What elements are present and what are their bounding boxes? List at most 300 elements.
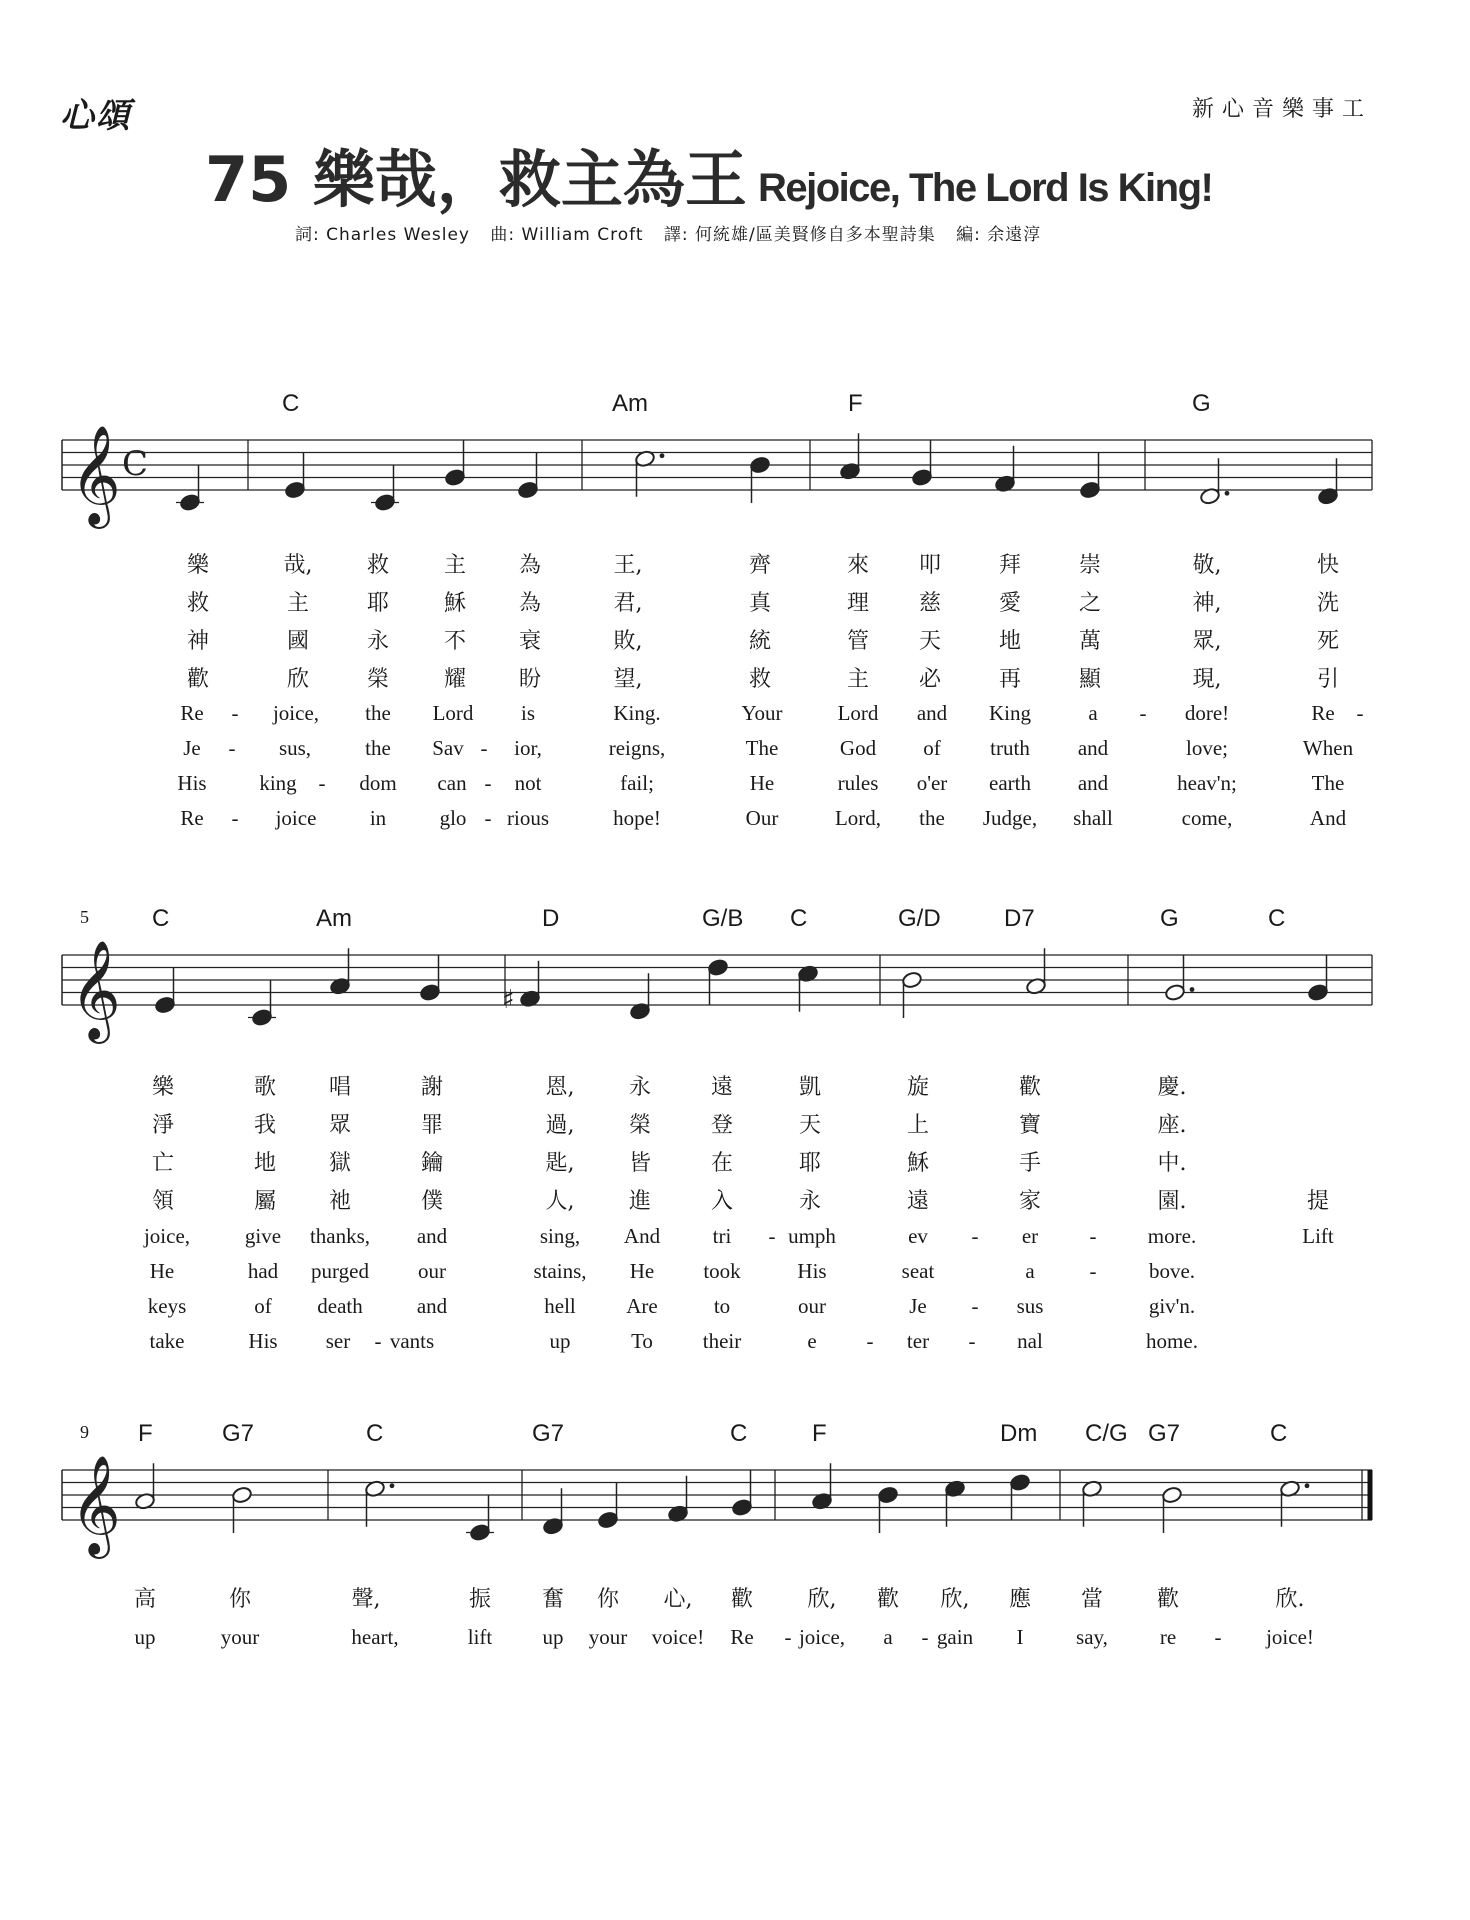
lyric-syllable-english: Lift (1302, 1224, 1334, 1248)
lyric-syllable-english: - (1214, 1625, 1222, 1649)
logo: 心頌 (60, 96, 132, 136)
lyric-syllable-english: hell (544, 1294, 576, 1318)
lyric-syllable-english: and (1077, 736, 1109, 760)
time-signature: C (122, 444, 149, 484)
lyric-syllable-chinese: 死 (1316, 629, 1340, 654)
note (1164, 955, 1194, 1002)
lyric-syllable-chinese: 來 (846, 553, 870, 578)
lyric-syllable-english: joice, (798, 1625, 846, 1649)
lyric-syllable-english: their (702, 1329, 742, 1353)
notehead (901, 971, 922, 989)
lyric-syllable-chinese: 我 (253, 1113, 277, 1138)
lyric-syllable-chinese: 快 (1316, 553, 1340, 578)
lyric-syllable-english: rules (837, 771, 879, 795)
lyric-syllable-chinese: 眾, (1192, 629, 1222, 654)
notehead (444, 468, 465, 486)
lyric-syllable-english: - (866, 1329, 874, 1353)
lyric-syllable-english: and (416, 1224, 448, 1248)
chord-symbol: G7 (222, 1420, 255, 1447)
lyric-syllable-chinese: 振 (468, 1587, 492, 1612)
lyric-syllable-chinese: 座. (1157, 1113, 1187, 1138)
lyric-syllable-english: - (784, 1625, 792, 1649)
lyric-syllable-english: The (745, 736, 779, 760)
lyric-syllable-english: The (1311, 771, 1345, 795)
lyric-syllable-english: thanks, (309, 1224, 371, 1248)
lyric-syllable-english: ev (908, 1224, 928, 1248)
lyric-syllable-chinese: 永 (628, 1075, 652, 1100)
lyric-syllable-chinese: 愛 (998, 591, 1022, 616)
chord-symbol: Dm (1000, 1420, 1038, 1447)
notehead (1079, 481, 1100, 499)
lyric-syllable-chinese: 永 (366, 629, 390, 654)
lyric-syllable-english: His (248, 1329, 278, 1353)
lyric-syllable-chinese: 為 (518, 591, 542, 616)
lyric-syllable-english: give (244, 1224, 282, 1248)
lyric-syllable-chinese: 不 (443, 629, 467, 654)
chord-symbol: G/B (702, 905, 744, 932)
chord-symbol: C (282, 390, 300, 417)
lyric-syllable-chinese: 慈 (918, 591, 942, 616)
notehead (1164, 983, 1185, 1001)
lyric-syllable-chinese: 慶. (1157, 1075, 1187, 1100)
lyric-syllable-english: - (921, 1625, 929, 1649)
lyric-syllable-chinese: 人, (545, 1189, 575, 1214)
treble-clef: 𝄞 (70, 940, 121, 1040)
note (371, 465, 399, 512)
lyric-syllable-chinese: 僕 (420, 1189, 444, 1214)
lyric-syllable-english: our (798, 1294, 826, 1318)
lyric-syllable-english: your (588, 1625, 628, 1649)
lyric-syllable-english: re (1159, 1625, 1177, 1649)
lyric-syllable-english: He (149, 1259, 175, 1283)
chord-symbol: Am (612, 390, 648, 417)
note (444, 440, 465, 487)
chord-symbol: G/D (898, 905, 941, 932)
lyric-syllable-english: - (318, 771, 326, 795)
lyric-syllable-english: And (623, 1224, 661, 1248)
notehead (707, 958, 728, 976)
note (517, 452, 538, 499)
lyric-syllable-chinese: 祂 (328, 1189, 352, 1214)
notehead (1009, 1473, 1030, 1491)
lyric-syllable-chinese: 引 (1316, 667, 1340, 692)
lyric-syllable-english: took (703, 1259, 741, 1283)
chord-symbol: G (1192, 390, 1211, 417)
lyric-syllable-english: in (369, 806, 387, 830)
lyric-syllable-english: say, (1076, 1625, 1108, 1649)
lyric-syllable-english: joice, (143, 1224, 191, 1248)
lyric-syllable-chinese: 歡 (1018, 1075, 1042, 1100)
staff-system (0, 390, 1470, 540)
lyric-syllable-chinese: 凱 (798, 1075, 822, 1100)
lyric-syllable-english: dom (359, 771, 397, 795)
lyric-syllable-chinese: 望, (613, 667, 643, 692)
notehead (749, 456, 770, 474)
lyric-syllable-chinese: 萬 (1078, 629, 1102, 654)
lyric-syllable-chinese: 當 (1080, 1587, 1104, 1612)
lyric-syllable-english: up (542, 1625, 564, 1649)
note (284, 452, 305, 499)
lyric-syllable-chinese: 登 (710, 1113, 734, 1138)
lyric-syllable-english: - (1139, 701, 1147, 725)
chord-symbol: F (848, 390, 863, 417)
lyric-syllable-english: God (839, 736, 877, 760)
lyric-syllable-chinese: 神, (1192, 591, 1222, 616)
lyric-syllable-english: voice! (651, 1625, 705, 1649)
lyric-syllable-chinese: 欣, (807, 1587, 837, 1612)
lyric-syllable-english: o'er (916, 771, 948, 795)
lyric-syllable-english: - (1089, 1224, 1097, 1248)
notehead (1161, 1486, 1182, 1504)
notehead (154, 996, 175, 1014)
lyric-syllable-chinese: 旋 (906, 1075, 930, 1100)
organization-name: 新心音樂事工 (1191, 97, 1372, 122)
chord-symbol: G (1160, 905, 1179, 932)
lyric-syllable-english: a (1025, 1259, 1035, 1283)
lyric-syllable-english: home. (1146, 1329, 1198, 1353)
note (1161, 1486, 1182, 1533)
lyric-syllable-chinese: 耶 (366, 591, 390, 616)
lyric-syllable-english: vants (389, 1329, 435, 1353)
dot (660, 453, 665, 458)
lyric-syllable-english: and (416, 1294, 448, 1318)
lyric-syllable-english: joice! (1266, 1625, 1314, 1649)
treble-clef: 𝄞 (70, 425, 121, 525)
lyric-syllable-chinese: 欣, (940, 1587, 970, 1612)
lyric-syllable-chinese: 齊 (748, 553, 772, 578)
lyric-syllable-english: King. (613, 701, 661, 725)
lyric-syllable-english: is (520, 701, 536, 725)
lyric-syllable-chinese: 必 (918, 667, 942, 692)
lyric-syllable-chinese: 主 (846, 667, 870, 692)
lyric-syllable-english: Lord (432, 701, 474, 725)
lyric-syllable-english: - (484, 771, 492, 795)
lyric-syllable-english: heav'n; (1177, 771, 1237, 795)
notehead (179, 493, 200, 511)
dot (390, 1483, 395, 1488)
lyric-syllable-english: ior, (514, 736, 542, 760)
notehead (419, 983, 440, 1001)
lyric-syllable-chinese: 救 (748, 667, 772, 692)
lyric-syllable-chinese: 提 (1306, 1189, 1330, 1214)
lyric-syllable-chinese: 歡 (186, 667, 210, 692)
lyric-syllable-chinese: 歡 (876, 1587, 900, 1612)
lyric-syllable-chinese: 為 (518, 553, 542, 578)
lyric-syllable-chinese: 遠 (710, 1075, 734, 1100)
chord-symbol: G7 (532, 1420, 565, 1447)
song-title-english: Rejoice, The Lord Is King! (757, 166, 1213, 210)
lyric-syllable-english: up (134, 1625, 156, 1649)
lyric-syllable-chinese: 樂 (186, 553, 210, 578)
lyric-syllable-chinese: 領 (151, 1189, 175, 1214)
lyric-syllable-chinese: 罪 (420, 1113, 444, 1138)
lyric-syllable-chinese: 榮 (628, 1113, 652, 1138)
note (877, 1486, 898, 1533)
lyric-syllable-english: Judge, (982, 806, 1038, 830)
note (1307, 955, 1328, 1002)
lyric-syllable-chinese: 管 (846, 629, 870, 654)
sharp-sign: ♯ (502, 984, 515, 1015)
lyric-syllable-english: glo (439, 806, 467, 830)
lyricist: 詞: Charles Wesley (295, 225, 470, 245)
lyric-syllable-english: reigns, (608, 736, 666, 760)
lyric-syllable-english: shall (1073, 806, 1113, 830)
note (466, 1495, 494, 1542)
lyric-syllable-chinese: 理 (846, 591, 870, 616)
notehead (597, 1511, 618, 1529)
lyric-syllable-english: the (365, 701, 391, 725)
lyric-syllable-english: seat (901, 1259, 935, 1283)
lyric-syllable-english: truth (990, 736, 1030, 760)
note (707, 958, 728, 1005)
lyric-syllable-chinese: 之 (1078, 591, 1102, 616)
lyric-syllable-chinese: 亡 (151, 1151, 175, 1176)
translator: 譯: 何統雄/區美賢修自多本聖詩集 (663, 225, 936, 245)
lyric-syllable-english: a (883, 1625, 893, 1649)
credits-line (295, 220, 1055, 245)
lyric-syllable-chinese: 屬 (253, 1189, 277, 1214)
lyric-syllable-chinese: 鑰 (420, 1151, 444, 1176)
lyric-syllable-chinese: 穌 (443, 591, 467, 616)
lyric-syllable-chinese: 耀 (443, 667, 467, 692)
lyric-syllable-english: sus (1016, 1294, 1044, 1318)
lyric-syllable-chinese: 主 (286, 591, 310, 616)
lyric-syllable-english: and (916, 701, 948, 725)
lyric-syllable-english: come, (1181, 806, 1233, 830)
note (597, 1482, 618, 1529)
measure-number: 9 (80, 1422, 89, 1442)
lyric-syllable-english: fail; (620, 771, 654, 795)
song-title-chinese: 75 樂哉，救主為王 (205, 143, 747, 216)
lyric-syllable-english: - (374, 1329, 382, 1353)
lyric-syllable-chinese: 地 (253, 1151, 277, 1176)
lyric-syllable-english: had (247, 1259, 279, 1283)
chord-symbol: C/G (1085, 1420, 1128, 1447)
lyric-syllable-chinese: 耶 (798, 1151, 822, 1176)
lyric-syllable-english: - (231, 806, 239, 830)
composer: 曲: William Croft (490, 225, 644, 245)
lyric-syllable-english: joice (275, 806, 317, 830)
notehead (517, 481, 538, 499)
lyric-syllable-english: king (259, 771, 297, 795)
lyric-syllable-english: gain (936, 1625, 974, 1649)
lyric-syllable-english: - (968, 1329, 976, 1353)
lyric-syllable-english: er (1021, 1224, 1039, 1248)
lyric-syllable-chinese: 救 (366, 553, 390, 578)
lyric-syllable-chinese: 敗, (613, 629, 643, 654)
lyric-syllable-english: of (254, 1294, 272, 1318)
lyric-syllable-english: - (768, 1224, 776, 1248)
notehead (731, 1498, 752, 1516)
lyric-syllable-english: - (228, 736, 236, 760)
lyric-syllable-english: He (629, 1259, 655, 1283)
lyric-syllable-english: sing, (539, 1224, 581, 1248)
chord-symbol: C (366, 1420, 384, 1447)
lyric-syllable-english: umph (788, 1224, 836, 1248)
lyric-syllable-chinese: 地 (998, 629, 1022, 654)
lyric-syllable-chinese: 匙, (545, 1151, 575, 1176)
note (154, 967, 175, 1014)
lyric-syllable-english: and (1077, 771, 1109, 795)
chord-symbol: D (542, 905, 560, 932)
notehead (374, 493, 395, 511)
lyric-syllable-chinese: 眾 (328, 1113, 352, 1138)
lyric-syllable-chinese: 上 (906, 1113, 930, 1138)
note (231, 1486, 252, 1533)
lyric-syllable-english: more. (1147, 1224, 1197, 1248)
lyric-syllable-english: Sav (432, 736, 464, 760)
song-title (205, 130, 1212, 219)
lyric-syllable-english: Re (180, 701, 204, 725)
lyric-syllable-english: purged (311, 1259, 369, 1283)
lyric-syllable-english: death (317, 1294, 363, 1318)
notehead (1307, 983, 1328, 1001)
dot (1305, 1483, 1310, 1488)
lyric-syllable-chinese: 洗 (1316, 591, 1340, 616)
lyric-syllable-chinese: 王, (613, 553, 643, 578)
notehead (877, 1486, 898, 1504)
lyric-syllable-english: heart, (351, 1625, 399, 1649)
lyric-syllable-chinese: 中. (1157, 1151, 1187, 1176)
lyric-syllable-chinese: 哉, (283, 553, 313, 578)
lyric-syllable-chinese: 歡 (1156, 1587, 1180, 1612)
lyric-syllable-chinese: 顯 (1078, 667, 1102, 692)
note (248, 980, 276, 1027)
lyric-syllable-english: bove. (1148, 1259, 1196, 1283)
lyric-syllable-chinese: 樂 (151, 1075, 175, 1100)
lyric-syllable-chinese: 救 (186, 591, 210, 616)
lyric-syllable-chinese: 寶 (1018, 1113, 1042, 1138)
lyric-syllable-chinese: 園. (1157, 1189, 1187, 1214)
lyric-syllable-chinese: 獄 (328, 1151, 352, 1176)
lyric-syllable-chinese: 奮 (541, 1587, 565, 1612)
lyric-syllable-chinese: 你 (228, 1587, 252, 1612)
lyric-syllable-english: sus, (278, 736, 312, 760)
lyric-syllable-chinese: 叩 (918, 553, 942, 578)
lyric-syllable-english: Je (183, 736, 201, 760)
lyric-syllable-chinese: 穌 (906, 1151, 930, 1176)
lyric-syllable-chinese: 統 (748, 629, 772, 654)
lyric-syllable-chinese: 天 (918, 629, 942, 654)
chord-symbol: F (812, 1420, 827, 1447)
lyric-syllable-chinese: 聲, (351, 1587, 381, 1612)
lyric-syllable-chinese: 永 (798, 1189, 822, 1214)
lyric-syllable-english: Je (909, 1294, 927, 1318)
lyric-syllable-english: the (365, 736, 391, 760)
lyric-syllable-english: Lord, (834, 806, 882, 830)
chord-symbol: C (152, 905, 170, 932)
lyric-syllable-english: - (971, 1294, 979, 1318)
lyric-syllable-english: the (919, 806, 945, 830)
lyric-syllable-chinese: 再 (998, 667, 1022, 692)
notehead (911, 468, 932, 486)
note (911, 440, 932, 487)
chord-symbol: Am (316, 905, 352, 932)
lyric-syllable-chinese: 神 (186, 629, 210, 654)
lyric-syllable-chinese: 高 (133, 1587, 157, 1612)
lyric-syllable-chinese: 拜 (998, 553, 1022, 578)
lyric-syllable-english: Re (730, 1625, 754, 1649)
lyric-syllable-english: His (797, 1259, 827, 1283)
note (901, 971, 922, 1018)
lyric-syllable-chinese: 在 (710, 1151, 734, 1176)
lyric-syllable-english: Re (1311, 701, 1335, 725)
lyric-syllable-chinese: 現, (1192, 667, 1222, 692)
lyric-syllable-english: To (631, 1329, 653, 1353)
note (1009, 1473, 1030, 1520)
dot (1225, 491, 1230, 496)
lyric-syllable-english: rious (507, 806, 549, 830)
lyric-syllable-english: - (971, 1224, 979, 1248)
lyric-syllable-english: - (1089, 1259, 1097, 1283)
lyric-syllable-english: nal (1017, 1329, 1043, 1353)
lyric-syllable-english: lift (467, 1625, 493, 1649)
lyric-syllable-chinese: 你 (596, 1587, 620, 1612)
lyric-syllable-english: up (549, 1329, 571, 1353)
lyric-syllable-chinese: 歌 (253, 1075, 277, 1100)
lyric-syllable-chinese: 榮 (366, 667, 390, 692)
notehead (231, 1486, 252, 1504)
lyric-syllable-english: giv'n. (1148, 1294, 1196, 1318)
chord-symbol: C (730, 1420, 748, 1447)
lyric-syllable-english: of (923, 736, 941, 760)
lyric-syllable-english: our (418, 1259, 446, 1283)
dot (1190, 987, 1195, 992)
lyric-syllable-english: Our (745, 806, 779, 830)
arranger: 編: 余遠淳 (956, 225, 1042, 245)
lyric-syllable-english: earth (989, 771, 1031, 795)
lyric-syllable-english: can (437, 771, 467, 795)
chord-symbol: C (1270, 1420, 1288, 1447)
lyric-syllable-chinese: 天 (798, 1113, 822, 1138)
lyric-syllable-english: I (1016, 1625, 1024, 1649)
lyric-syllable-chinese: 真 (748, 591, 772, 616)
lyric-syllable-chinese: 淨 (151, 1113, 175, 1138)
lyric-syllable-english: - (1356, 701, 1364, 725)
measure-number: 5 (80, 907, 89, 927)
treble-clef: 𝄞 (70, 1455, 121, 1555)
lyric-syllable-english: Are (626, 1294, 658, 1318)
notehead (469, 1523, 490, 1541)
lyric-syllable-english: joice, (272, 701, 320, 725)
lyric-syllable-chinese: 歡 (730, 1587, 754, 1612)
lyric-syllable-chinese: 謝 (420, 1075, 444, 1100)
lyric-syllable-chinese: 唱 (328, 1075, 352, 1100)
lyric-syllable-chinese: 欣. (1275, 1587, 1305, 1612)
lyric-syllable-chinese: 手 (1018, 1151, 1042, 1176)
lyric-syllable-english: His (177, 771, 207, 795)
lyric-syllable-english: King (989, 701, 1031, 725)
lyric-syllable-english: take (149, 1329, 185, 1353)
lyric-syllable-english: Lord (837, 701, 879, 725)
note (1079, 452, 1100, 499)
note (176, 465, 204, 512)
lyric-syllable-chinese: 過, (545, 1113, 575, 1138)
lyric-syllable-english: And (1309, 806, 1347, 830)
lyric-syllable-chinese: 崇 (1078, 553, 1102, 578)
lyric-syllable-english: - (231, 701, 239, 725)
lyric-syllable-chinese: 恩, (545, 1075, 575, 1100)
lyric-syllable-english: your (220, 1625, 260, 1649)
notehead (284, 481, 305, 499)
lyric-syllable-chinese: 遠 (906, 1189, 930, 1214)
chord-symbol: C (790, 905, 808, 932)
lyric-syllable-chinese: 進 (628, 1189, 652, 1214)
lyric-syllable-chinese: 衰 (518, 629, 542, 654)
note (749, 456, 770, 503)
lyric-syllable-english: not (514, 771, 542, 795)
lyric-syllable-chinese: 皆 (628, 1151, 652, 1176)
